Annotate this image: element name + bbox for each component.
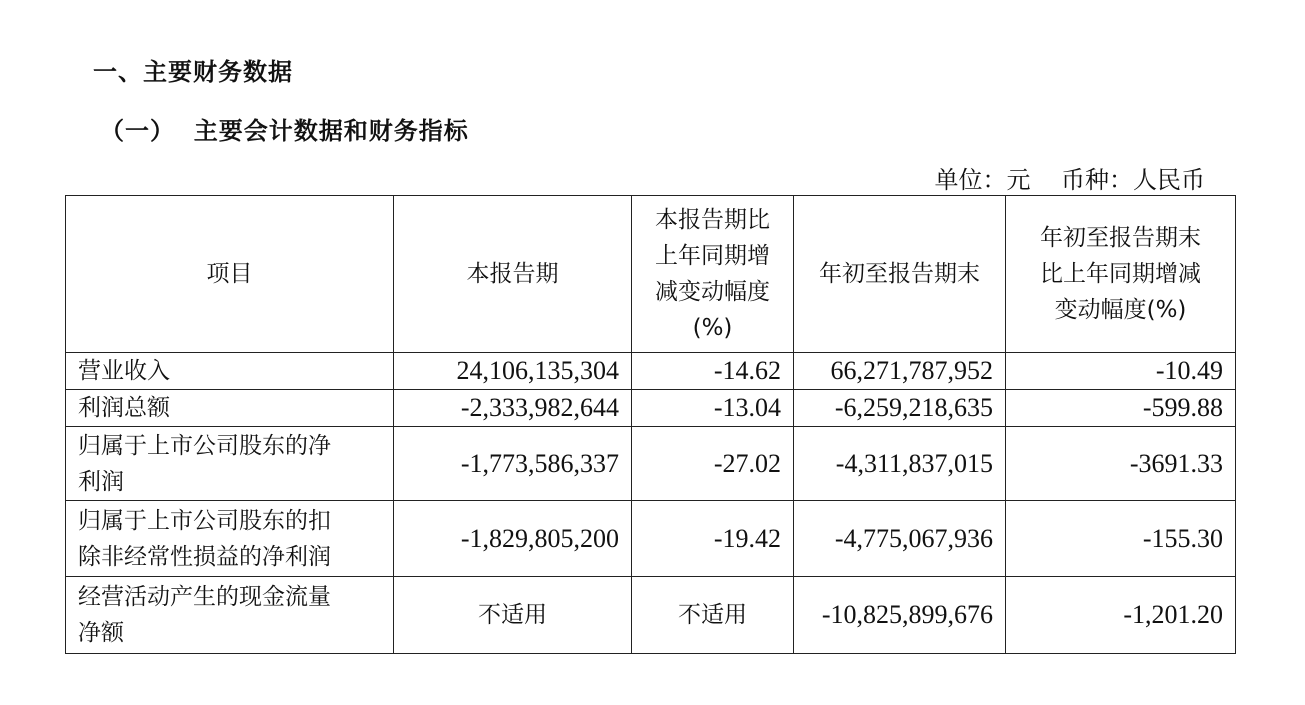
row-label <box>66 577 394 654</box>
row-label <box>66 427 394 501</box>
header-ytd-change <box>1006 196 1236 353</box>
table-row <box>66 353 1236 390</box>
cell-current-change: -13.04 <box>632 390 794 427</box>
cell-current-change: -19.42 <box>632 501 794 577</box>
row-label <box>66 353 394 390</box>
header-current-change <box>632 196 794 353</box>
row-label-line: 经营活动产生的现金流量 <box>78 584 331 610</box>
subsection-heading: （一） 主要会计数据和财务指标 <box>100 117 469 145</box>
row-label <box>66 501 394 577</box>
header-line: 年初至报告期末 <box>1040 225 1201 251</box>
header-line: (%) <box>692 315 733 341</box>
cell-ytd: -6,259,218,635 <box>794 390 1006 427</box>
table-row <box>66 501 1236 577</box>
table-row <box>66 577 1236 654</box>
cell-ytd-change: -3691.33 <box>1006 427 1236 501</box>
cell-ytd: -10,825,899,676 <box>794 577 1006 654</box>
cell-ytd: -4,311,837,015 <box>794 427 1006 501</box>
cell-ytd-change: -599.88 <box>1006 390 1236 427</box>
header-ytd: 年初至报告期末 <box>794 196 1006 353</box>
row-label-line: 净额 <box>78 620 124 646</box>
cell-ytd-change: -10.49 <box>1006 353 1236 390</box>
row-label <box>66 390 394 427</box>
cell-ytd: 66,271,787,952 <box>794 353 1006 390</box>
table-row <box>66 427 1236 501</box>
header-line: 比上年同期增减 <box>1040 261 1201 287</box>
section-heading: 一、主要财务数据 <box>93 58 293 86</box>
row-label-line: 利润 <box>78 468 124 495</box>
unit-currency-note: 单位：元 币种：人民币 <box>934 166 1205 194</box>
row-label-line: 营业收入 <box>78 358 170 384</box>
header-line: 变动幅度(%) <box>1054 297 1187 323</box>
header-line: 减变动幅度 <box>655 279 770 305</box>
header-current-period: 本报告期 <box>394 196 632 353</box>
cell-current: -2,333,982,644 <box>394 390 632 427</box>
cell-current-change: -27.02 <box>632 427 794 501</box>
cell-current: -1,829,805,200 <box>394 501 632 577</box>
cell-current: 不适用 <box>394 577 632 654</box>
cell-ytd-change: -155.30 <box>1006 501 1236 577</box>
cell-ytd: -4,775,067,936 <box>794 501 1006 577</box>
table-header-row <box>66 196 1236 353</box>
financial-data-table <box>65 195 1236 654</box>
row-label-line: 归属于上市公司股东的扣 <box>78 507 331 534</box>
header-line: 上年同期增 <box>655 243 770 269</box>
row-label-line: 利润总额 <box>78 395 170 421</box>
table-row <box>66 390 1236 427</box>
cell-current: -1,773,586,337 <box>394 427 632 501</box>
cell-current: 24,106,135,304 <box>394 353 632 390</box>
cell-current-change: -14.62 <box>632 353 794 390</box>
cell-ytd-change: -1,201.20 <box>1006 577 1236 654</box>
row-label-line: 除非经常性损益的净利润 <box>78 543 331 570</box>
cell-current-change: 不适用 <box>632 577 794 654</box>
header-line: 本报告期比 <box>655 207 770 233</box>
header-item: 项目 <box>66 196 394 353</box>
row-label-line: 归属于上市公司股东的净 <box>78 432 331 459</box>
